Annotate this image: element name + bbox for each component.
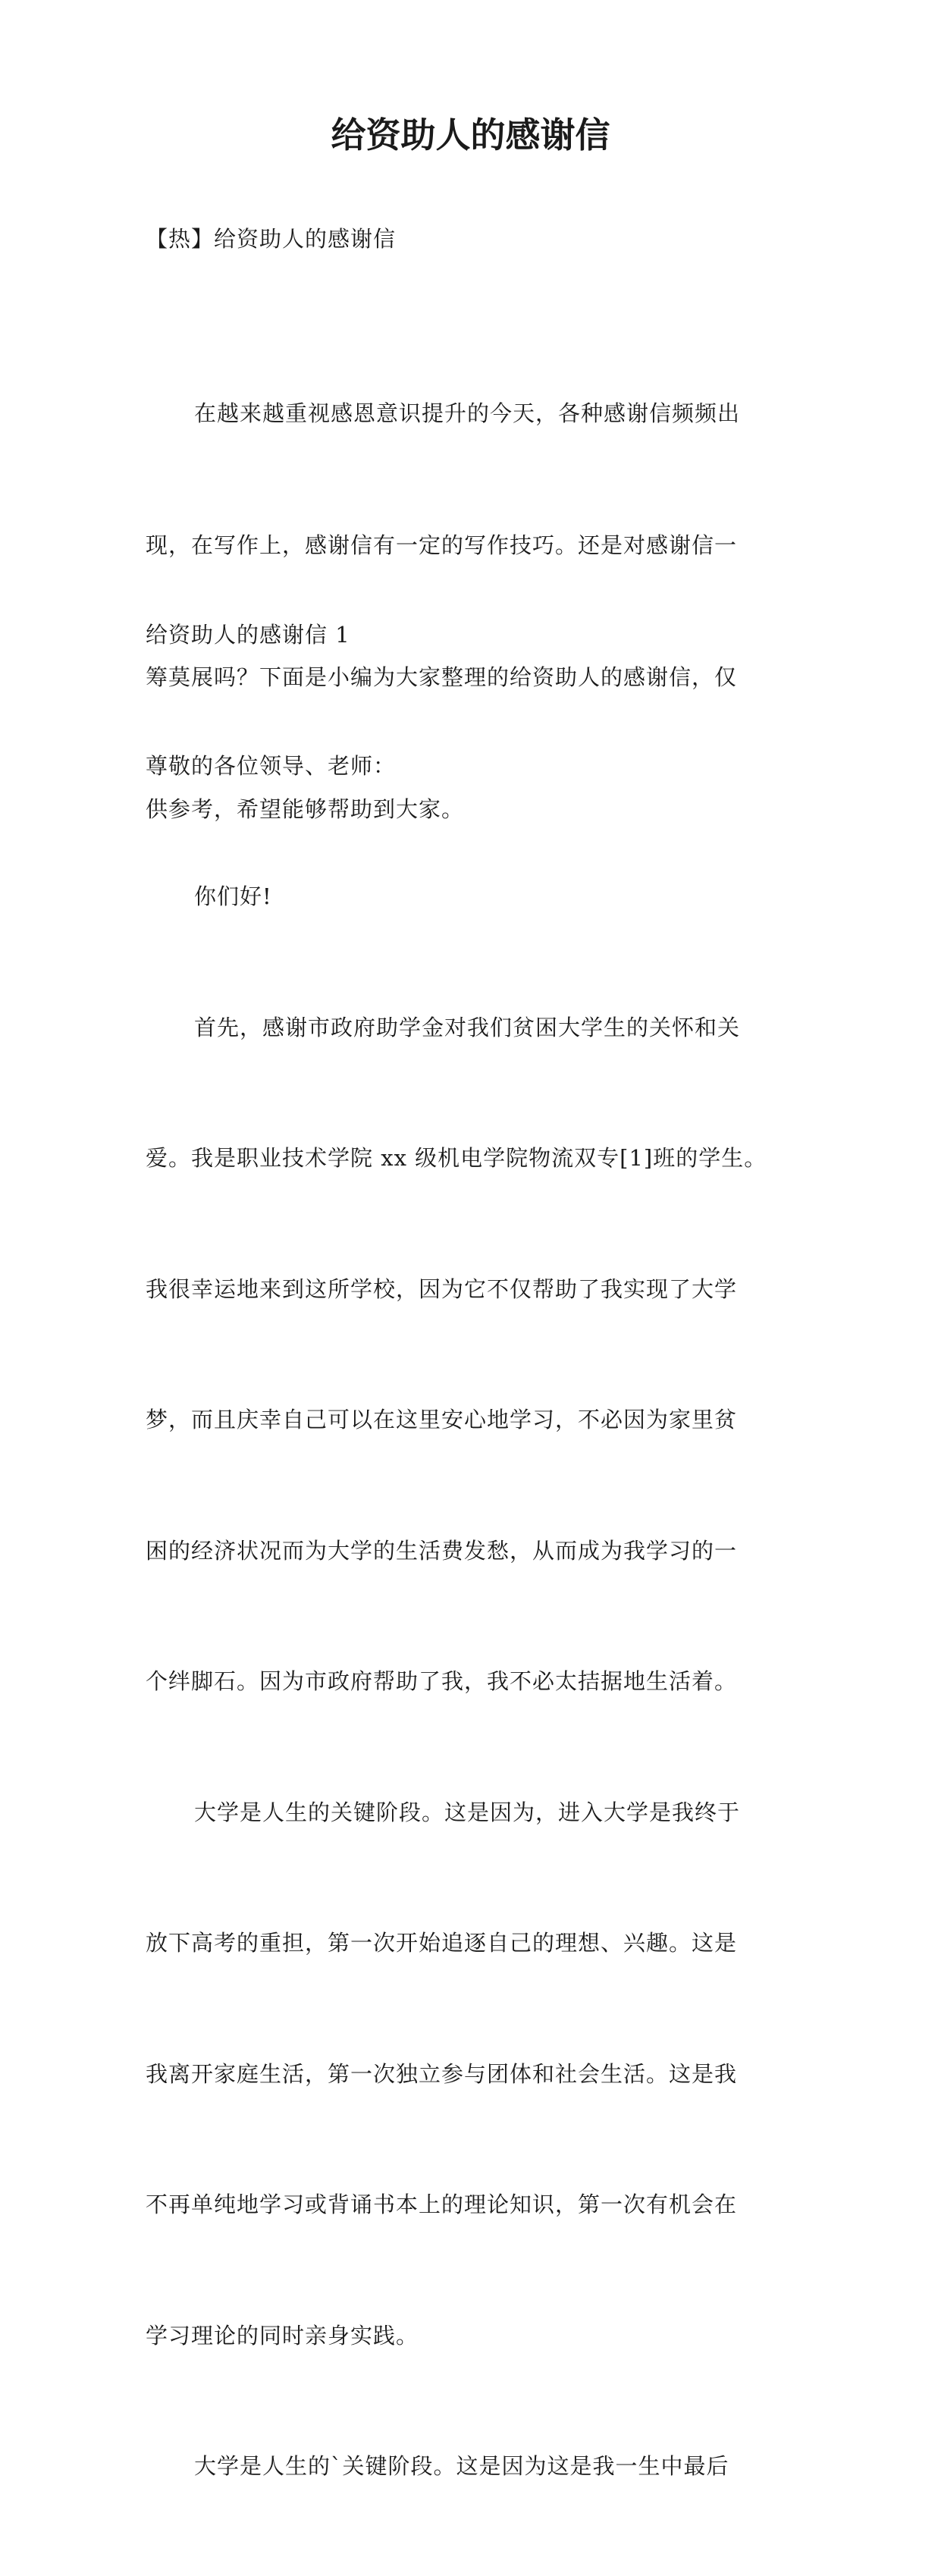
letter-salutation: 尊敬的各位领导、老师： [146, 752, 397, 779]
letter-line: 梦，而且庆幸自己可以在这里安心地学习，不必因为家里贫 [146, 1407, 738, 1432]
letter-greeting: 你们好! [194, 883, 272, 909]
letter-line: 学习理论的同时亲身实践。 [146, 2322, 419, 2349]
letter-line: 首先，感谢市政府助学金对我们贫困大学生的关怀和关 [194, 1014, 741, 1040]
letter-line: 我很幸运地来到这所学校，因为它不仅帮助了我实现了大学 [146, 1275, 738, 1302]
letter-line: 我离开家庭生活，第一次独立参与团体和社会生活。这是我 [146, 2060, 738, 2087]
letter-line: 个绊脚石。因为市政府帮助了我，我不必太拮据地生活着。 [146, 1668, 738, 1694]
document-title: 给资助人的感谢信 [331, 115, 610, 155]
letter-heading: 给资助人的感谢信 1 [146, 622, 350, 648]
letter-line: 放下高考的重担，第一次开始追逐自己的理想、兴趣。这是 [146, 1930, 738, 1956]
intro-line: 现，在写作上，感谢信有一定的写作技巧。还是对感谢信一 [146, 532, 738, 558]
letter-line: 大学是人生的关键阶段。这是因为，进入大学是我终于 [194, 1799, 741, 1825]
letter-body [146, 526, 805, 2576]
document-subheading: 【热】给资助人的感谢信 [146, 226, 397, 252]
letter-line: 大学是人生的`关键阶段。这是因为这是我一生中最后 [194, 2453, 729, 2479]
letter-line: 困的经济状况而为大学的生活费发愁，从而成为我学习的一 [146, 1537, 738, 1564]
letter-line: 爱。我是职业技术学院 xx 级机电学院物流双专[1]班的学生。 [146, 1145, 767, 1171]
letter-line: 不再单纯地学习或背诵书本上的理论知识，第一次有机会在 [146, 2192, 738, 2217]
intro-line: 筹莫展吗？下面是小编为大家整理的给资助人的感谢信，仅 [146, 664, 738, 690]
intro-line: 在越来越重视感恩意识提升的今天，各种感谢信频频出 [194, 400, 741, 426]
intro-line: 供参考，希望能够帮助到大家。 [146, 796, 465, 822]
